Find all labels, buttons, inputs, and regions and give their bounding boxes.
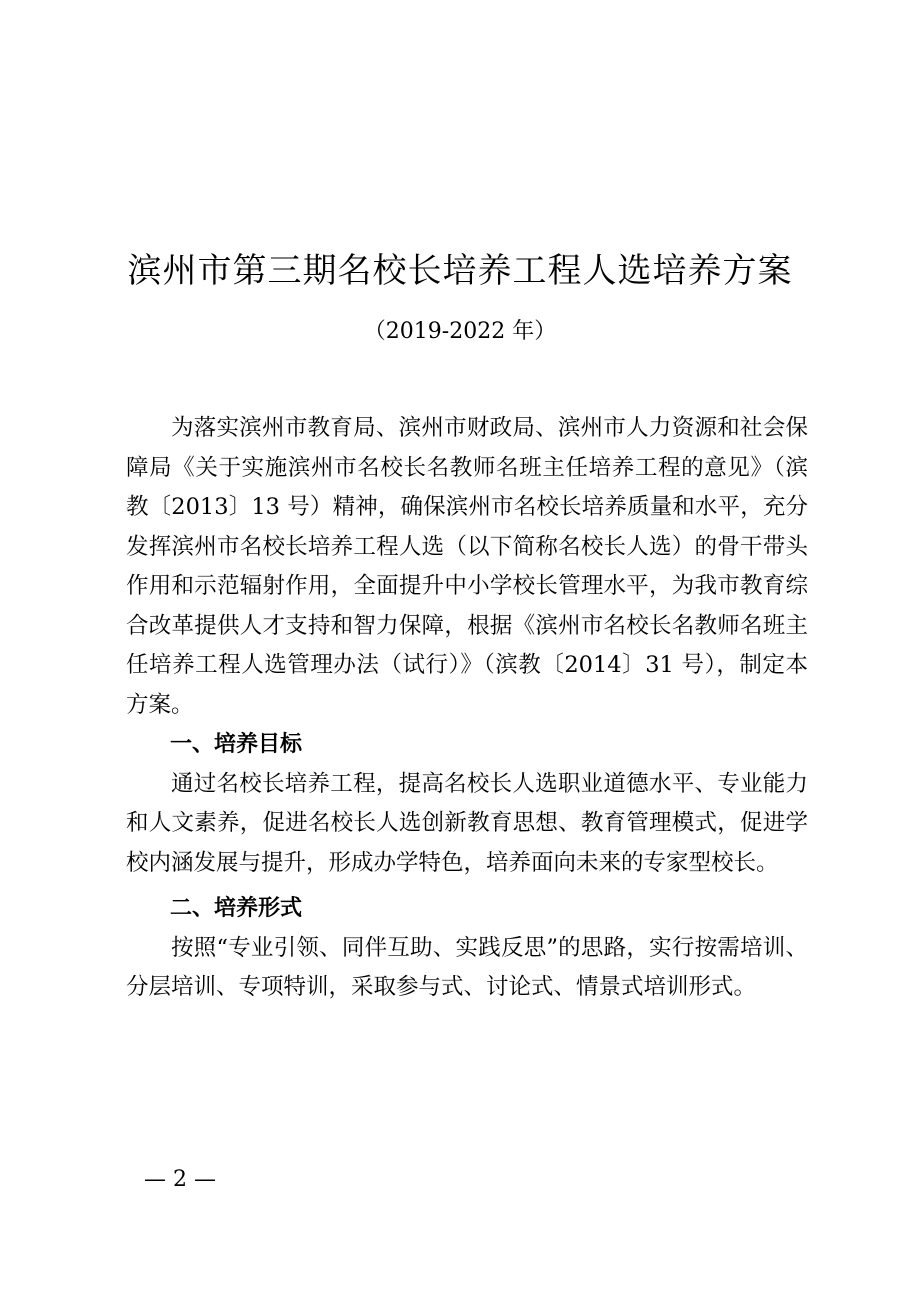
document-title: 滨州市第三期名校长培养工程人选培养方案 [127,251,793,291]
page-number: — 2 — [144,1167,216,1192]
section-paragraph-format: 按照“专业引领、同伴互助、实践反思”的思路，实行按需培训、分层培训、专项特训，采取参与式、讨论式、情景式培训形式。 [126,934,808,1000]
section-heading-goals: 一、培养目标 [170,732,303,757]
section-heading-format: 二、培养形式 [170,896,303,921]
document-subtitle: （2019-2022 年） [363,319,557,344]
intro-paragraph: 为落实滨州市教育局、滨州市财政局、滨州市人力资源和社会保障局《关于实施滨州市名校长名教师名班主任培养工程的意见》（滨教〔2013〕13 号）精神，确保滨州市名校长培养质量和水平，充分发挥滨州市名校长培养工程人选（以下简称名校长人选）的骨干带头作用和示范辐射作用，全面提升中小学校长管理水平，为我市教育综合改革提供人才支持和智力保障，根据《滨州市名校长名教师名班主任培养工程人选管理办法（试行）》（滨教〔2014〕31 号），制定本方案。 [126,415,808,718]
document-body [126,409,808,1008]
section-paragraph-goals: 通过名校长培养工程，提高名校长人选职业道德水平、专业能力和人文素养，促进名校长人选创新教育思想、教育管理模式，促进学校内涵发展与提升，形成办学特色，培养面向未来的专家型校长。 [126,770,808,876]
